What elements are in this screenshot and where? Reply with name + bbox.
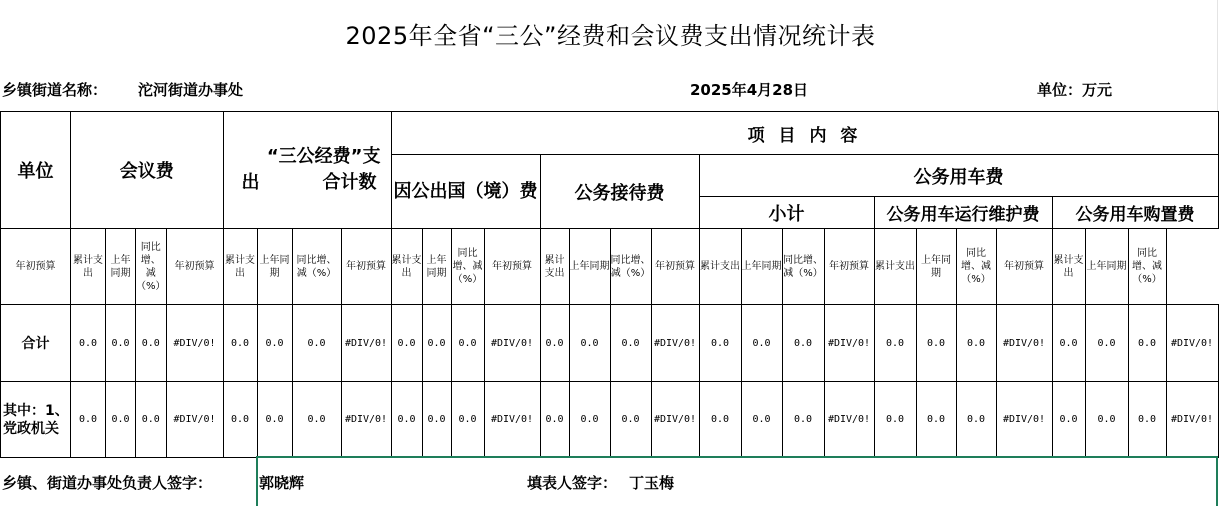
value-cell[interactable]: 0.0 [916,305,956,382]
value-cell[interactable]: 0.0 [223,382,257,458]
unit-name-label: 乡镇街道名称： [2,81,108,99]
page-title: 2025年全省“三公”经费和会议费支出情况统计表 [345,21,876,50]
value-cell[interactable]: 0.0 [292,305,341,382]
subheader-car-subtotal-0: 年初预算 [651,229,699,305]
header-reception: 公务接待费 [540,155,699,229]
value-cell[interactable]: 0.0 [422,305,451,382]
subheader-three-public-3: 同比增、减（%） [292,229,341,305]
value-cell[interactable]: #DIV/0! [484,305,540,382]
value-cell[interactable]: #DIV/0! [996,382,1052,458]
selected-cell-range[interactable] [256,456,1218,506]
value-cell[interactable]: 0.0 [391,382,422,458]
subheader-car-maint-1: 累计支出 [874,229,916,305]
value-cell[interactable]: 0.0 [699,382,741,458]
value-cell[interactable]: #DIV/0! [824,305,874,382]
value-cell[interactable]: 0.0 [422,382,451,458]
value-cell[interactable]: 0.0 [451,305,484,382]
value-cell[interactable]: #DIV/0! [824,382,874,458]
report-date: 2025年4月28日 [690,81,809,99]
subheader-car-purchase-2: 上年同期 [1085,229,1128,305]
header-three-public-line2a: 出 [241,172,260,193]
value-cell[interactable]: #DIV/0! [341,305,391,382]
subheader-car-purchase-0: 年初预算 [996,229,1052,305]
value-cell[interactable]: 0.0 [1128,305,1166,382]
value-cell[interactable]: 0.0 [1085,305,1128,382]
subheader-abroad-2: 上年同期 [422,229,451,305]
subheader-three-public-2: 上年同期 [257,229,292,305]
subheader-reception-1: 累计支出 [540,229,569,305]
value-cell[interactable]: 0.0 [610,382,651,458]
value-cell[interactable]: 0.0 [569,382,610,458]
subheader-reception-2: 上年同期 [569,229,610,305]
value-cell[interactable]: 0.0 [874,382,916,458]
currency-unit: 单位：万元 [1037,81,1113,99]
subheader-meeting-2: 上年同期 [106,229,136,305]
value-cell[interactable]: #DIV/0! [1166,382,1218,458]
filler-sign-label: 填表人签字： [527,474,618,492]
sheet-gridline [1217,0,1218,112]
subheader-reception-0: 年初预算 [484,229,540,305]
value-cell[interactable]: 0.0 [257,305,292,382]
unit-name-value: 沱河街道办事处 [138,81,244,99]
value-cell[interactable]: 0.0 [136,382,167,458]
value-cell[interactable]: 0.0 [699,305,741,382]
header-abroad: 因公出国（境）费 [391,155,540,229]
leader-sign-name: 郭晓辉 [259,474,305,492]
subheader-car-subtotal-3: 同比增、减（%） [782,229,824,305]
value-cell[interactable]: #DIV/0! [651,305,699,382]
value-cell[interactable]: 0.0 [1052,305,1085,382]
subheader-car-subtotal-2: 上年同期 [741,229,782,305]
value-cell[interactable]: #DIV/0! [484,382,540,458]
value-cell[interactable]: 0.0 [874,305,916,382]
subheader-car-maint-3: 同比增、减（%） [956,229,996,305]
value-cell[interactable]: 0.0 [136,305,167,382]
subheader-three-public-1: 累计支出 [223,229,257,305]
value-cell[interactable]: #DIV/0! [1166,305,1218,382]
subheader-meeting-0: 年初预算 [1,229,71,305]
table-row-party-govt [1,382,1219,458]
value-cell[interactable]: #DIV/0! [166,382,223,458]
stats-table [0,111,1219,458]
header-meeting: 会议费 [71,112,224,229]
value-cell[interactable]: 0.0 [956,305,996,382]
value-cell[interactable]: 0.0 [956,382,996,458]
value-cell[interactable]: #DIV/0! [996,305,1052,382]
leader-sign-label: 乡镇、街道办事处负责人签字： [2,474,213,492]
value-cell[interactable]: 0.0 [1052,382,1085,458]
subheader-abroad-3: 同比增、减（%） [451,229,484,305]
subheader-car-maint-2: 上年同期 [916,229,956,305]
value-cell[interactable]: 0.0 [106,382,136,458]
value-cell[interactable]: 0.0 [292,382,341,458]
value-cell[interactable]: 0.0 [741,305,782,382]
info-bar [0,66,1221,110]
header-car-subtotal: 小计 [699,197,874,229]
value-cell[interactable]: 0.0 [782,382,824,458]
subheader-abroad-1: 累计支出 [391,229,422,305]
header-three-public-line2b: 合计数 [322,172,377,193]
header-project-content: 项 目 内 容 [391,112,1218,155]
subheader-abroad-0: 年初预算 [341,229,391,305]
header-unit: 单位 [1,112,71,229]
subheader-meeting-3: 同比增、减（%） [136,229,167,305]
filler-sign-name: 丁玉梅 [629,474,675,492]
value-cell[interactable]: 0.0 [741,382,782,458]
table-row-total [1,305,1219,382]
subheader-three-public-0: 年初预算 [166,229,223,305]
value-cell[interactable]: 0.0 [223,305,257,382]
subheader-meeting-1: 累计支出 [71,229,106,305]
value-cell[interactable]: 0.0 [71,305,106,382]
header-car: 公务用车费 [699,155,1218,197]
subheader-row [1,229,1219,305]
value-cell[interactable]: 0.0 [257,382,292,458]
subheader-car-purchase-3: 同比增、减（%） [1128,229,1166,305]
subheader-reception-3: 同比增、减（%） [610,229,651,305]
value-cell[interactable]: 0.0 [71,382,106,458]
value-cell[interactable]: 0.0 [1128,382,1166,458]
value-cell[interactable]: 0.0 [391,305,422,382]
header-three-public [223,112,391,229]
value-cell[interactable]: 0.0 [451,382,484,458]
value-cell[interactable]: 0.0 [540,382,569,458]
value-cell[interactable]: 0.0 [782,305,824,382]
header-car-maintenance: 公务用车运行维护费 [874,197,1052,229]
row-label-text: 其中：1、党政机关 [3,402,69,437]
value-cell[interactable]: 0.0 [1085,382,1128,458]
subheader-car-maint-0: 年初预算 [824,229,874,305]
value-cell[interactable]: 0.0 [610,305,651,382]
value-cell[interactable]: 0.0 [916,382,956,458]
value-cell[interactable]: 0.0 [106,305,136,382]
subheader-car-subtotal-1: 累计支出 [699,229,741,305]
value-cell[interactable]: 0.0 [540,305,569,382]
row-label: 合计 [1,305,71,382]
signature-bar [0,456,1221,506]
row-label [1,382,71,458]
value-cell[interactable]: #DIV/0! [651,382,699,458]
value-cell[interactable]: #DIV/0! [341,382,391,458]
header-car-purchase: 公务用车购置费 [1052,197,1218,229]
value-cell[interactable]: #DIV/0! [166,305,223,382]
subheader-car-purchase-1: 累计支出 [1052,229,1085,305]
header-three-public-line1: “三公经费”支 [266,146,381,167]
value-cell[interactable]: 0.0 [569,305,610,382]
